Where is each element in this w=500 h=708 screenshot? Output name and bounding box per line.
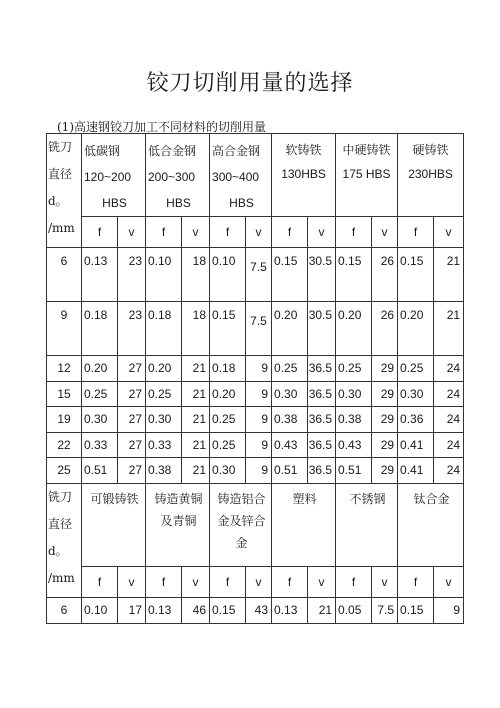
feed-value: 0.20 xyxy=(336,302,372,356)
speed-value: 27 xyxy=(118,381,146,407)
feed-value: 0.51 xyxy=(82,458,118,484)
speed-value: 36.5 xyxy=(308,356,336,382)
speed-value: 21 xyxy=(182,356,210,382)
f-header: f xyxy=(272,217,308,248)
material-name: 塑料 xyxy=(292,491,317,506)
feed-value: 0.13 xyxy=(146,597,182,623)
diameter-header-line: 直径 xyxy=(48,167,73,181)
feed-value: 0.15 xyxy=(210,597,246,623)
v-header: v xyxy=(434,566,464,597)
diameter-cell: 6 xyxy=(47,597,82,623)
feed-value: 0.30 xyxy=(210,458,246,484)
hardness-range: 230HBS xyxy=(408,167,453,181)
speed-value: 9 xyxy=(434,597,464,623)
f-header: f xyxy=(146,217,182,248)
material-name: 低合金钢 xyxy=(148,144,197,158)
speed-value: 36.5 xyxy=(308,381,336,407)
speed-value: 27 xyxy=(118,432,146,458)
v-header: v xyxy=(246,566,272,597)
speed-value: 21 xyxy=(308,597,336,623)
page-title: 铰刀切削用量的选择 xyxy=(146,71,354,96)
material-header xyxy=(336,483,398,566)
material-header-row xyxy=(47,483,464,566)
feed-value: 0.18 xyxy=(210,356,246,382)
diameter-header-line: /mm xyxy=(48,570,75,585)
table-row xyxy=(47,432,464,458)
speed-value: 36.5 xyxy=(308,458,336,484)
v-header: v xyxy=(308,566,336,597)
speed-value: 21 xyxy=(182,381,210,407)
feed-value: 0.51 xyxy=(272,458,308,484)
hardness-range: 200~300 xyxy=(148,170,196,184)
diameter-cell: 19 xyxy=(47,407,82,433)
speed-value: 29 xyxy=(372,356,398,382)
diameter-header-line: 直径 xyxy=(48,516,73,531)
feed-value: 0.30 xyxy=(272,381,308,407)
speed-value: 26 xyxy=(372,248,398,302)
speed-value: 30.5 xyxy=(308,302,336,356)
f-header: f xyxy=(210,566,246,597)
feed-value: 0.15 xyxy=(272,248,308,302)
feed-value: 0.43 xyxy=(336,432,372,458)
diameter-cell: 6 xyxy=(47,248,82,302)
speed-value: 29 xyxy=(372,458,398,484)
speed-value: 9 xyxy=(246,458,272,484)
feed-value: 0.41 xyxy=(398,458,434,484)
diameter-header-line: 铣刀 xyxy=(48,489,73,504)
diameter-header-line: d。 xyxy=(48,194,68,208)
material-header xyxy=(398,134,464,217)
feed-value: 0.15 xyxy=(398,597,434,623)
cutting-parameters-table xyxy=(46,133,464,624)
hardness-range: 120~200 xyxy=(84,170,132,184)
speed-value: 24 xyxy=(434,381,464,407)
v-header: v xyxy=(246,217,272,248)
material-name: 铸造黄铜及青铜 xyxy=(154,491,203,528)
table-caption: (1)高速钢铰刀加工不同材料的切削用量 xyxy=(57,120,266,134)
v-header: v xyxy=(372,217,398,248)
feed-value: 0.30 xyxy=(336,381,372,407)
material-header xyxy=(146,483,210,566)
feed-value: 0.51 xyxy=(336,458,372,484)
speed-value: 9 xyxy=(246,432,272,458)
diameter-cell: 15 xyxy=(47,381,82,407)
material-name: 可锻铸铁 xyxy=(90,491,139,506)
table-row xyxy=(47,381,464,407)
feed-value: 0.15 xyxy=(398,248,434,302)
f-header: f xyxy=(82,217,118,248)
speed-value: 29 xyxy=(372,407,398,433)
f-header: f xyxy=(210,217,246,248)
speed-value: 46 xyxy=(182,597,210,623)
speed-value: 21 xyxy=(182,432,210,458)
material-header xyxy=(146,134,210,217)
feed-value: 0.05 xyxy=(336,597,372,623)
speed-value: 24 xyxy=(434,432,464,458)
material-header xyxy=(82,134,146,217)
speed-value: 9 xyxy=(246,381,272,407)
hardness-unit: HBS xyxy=(229,196,254,210)
feed-value: 0.25 xyxy=(336,356,372,382)
speed-value: 17 xyxy=(118,597,146,623)
feed-value: 0.30 xyxy=(398,381,434,407)
feed-value: 0.15 xyxy=(210,302,246,356)
f-header: f xyxy=(82,566,118,597)
v-header: v xyxy=(182,217,210,248)
feed-value: 0.30 xyxy=(82,407,118,433)
speed-value: 27 xyxy=(118,356,146,382)
diameter-header xyxy=(47,483,82,597)
f-header: f xyxy=(398,566,434,597)
table-row xyxy=(47,407,464,433)
diameter-header-line: d。 xyxy=(48,543,68,558)
feed-value: 0.10 xyxy=(82,597,118,623)
speed-value: 9 xyxy=(246,407,272,433)
speed-value: 21 xyxy=(434,248,464,302)
v-header: v xyxy=(372,566,398,597)
speed-value: 30.5 xyxy=(308,248,336,302)
v-header: v xyxy=(118,217,146,248)
feed-value: 0.15 xyxy=(336,248,372,302)
v-header: v xyxy=(434,217,464,248)
feed-value: 0.20 xyxy=(146,356,182,382)
material-name: 硬铸铁 xyxy=(412,143,449,157)
feed-value: 0.38 xyxy=(272,407,308,433)
fv-header-row xyxy=(47,566,464,597)
feed-value: 0.20 xyxy=(272,302,308,356)
material-header xyxy=(336,134,398,217)
feed-value: 0.41 xyxy=(398,432,434,458)
feed-value: 0.13 xyxy=(272,597,308,623)
fv-header-row xyxy=(47,217,464,248)
material-header xyxy=(210,134,272,217)
speed-value: 29 xyxy=(372,381,398,407)
speed-value: 24 xyxy=(434,356,464,382)
material-header xyxy=(272,134,336,217)
table-row xyxy=(47,248,464,302)
v-header: v xyxy=(118,566,146,597)
hardness-range: 130HBS xyxy=(281,167,326,181)
speed-value: 21 xyxy=(434,302,464,356)
speed-value: 7.5 xyxy=(246,302,272,356)
f-header: f xyxy=(336,217,372,248)
feed-value: 0.38 xyxy=(146,458,182,484)
diameter-header-line: /mm xyxy=(48,221,75,235)
feed-value: 0.25 xyxy=(210,407,246,433)
feed-value: 0.10 xyxy=(146,248,182,302)
f-header: f xyxy=(336,566,372,597)
table-row xyxy=(47,597,464,623)
speed-value: 24 xyxy=(434,407,464,433)
speed-value: 36.5 xyxy=(308,407,336,433)
feed-value: 0.25 xyxy=(146,381,182,407)
table-row xyxy=(47,458,464,484)
f-header: f xyxy=(398,217,434,248)
material-name: 铸造铝合金及锌合金 xyxy=(217,491,266,550)
diameter-cell: 25 xyxy=(47,458,82,484)
speed-value: 21 xyxy=(182,458,210,484)
speed-value: 29 xyxy=(372,432,398,458)
speed-value: 26 xyxy=(372,302,398,356)
feed-value: 0.33 xyxy=(146,432,182,458)
feed-value: 0.25 xyxy=(398,356,434,382)
feed-value: 0.20 xyxy=(398,302,434,356)
material-name: 低碳钢 xyxy=(84,144,121,158)
feed-value: 0.18 xyxy=(146,302,182,356)
feed-value: 0.20 xyxy=(82,356,118,382)
speed-value: 27 xyxy=(118,407,146,433)
diameter-header-line: 铣刀 xyxy=(48,140,73,154)
speed-value: 9 xyxy=(246,356,272,382)
speed-value: 36.5 xyxy=(308,432,336,458)
speed-value: 24 xyxy=(434,458,464,484)
feed-value: 0.25 xyxy=(210,432,246,458)
speed-value: 18 xyxy=(182,248,210,302)
material-name: 软铸铁 xyxy=(285,143,322,157)
feed-value: 0.36 xyxy=(398,407,434,433)
feed-value: 0.25 xyxy=(272,356,308,382)
speed-value: 43 xyxy=(246,597,272,623)
feed-value: 0.33 xyxy=(82,432,118,458)
material-header xyxy=(82,483,146,566)
material-header xyxy=(398,483,464,566)
feed-value: 0.13 xyxy=(82,248,118,302)
hardness-unit: HBS xyxy=(166,196,191,210)
hardness-range: 300~400 xyxy=(212,170,260,184)
diameter-cell: 12 xyxy=(47,356,82,382)
material-header xyxy=(210,483,272,566)
material-header xyxy=(272,483,336,566)
table-row xyxy=(47,356,464,382)
feed-value: 0.10 xyxy=(210,248,246,302)
material-name: 中硬铸铁 xyxy=(342,143,391,157)
speed-value: 7.5 xyxy=(372,597,398,623)
diameter-header xyxy=(47,134,82,248)
material-name: 高合金钢 xyxy=(212,144,261,158)
hardness-range: 175 HBS xyxy=(342,167,391,181)
feed-value: 0.25 xyxy=(82,381,118,407)
hardness-unit: HBS xyxy=(102,196,127,210)
material-name: 不锈钢 xyxy=(349,491,386,506)
speed-value: 7.5 xyxy=(246,248,272,302)
v-header: v xyxy=(308,217,336,248)
f-header: f xyxy=(146,566,182,597)
speed-value: 23 xyxy=(118,248,146,302)
diameter-cell: 9 xyxy=(47,302,82,356)
feed-value: 0.18 xyxy=(82,302,118,356)
v-header: v xyxy=(182,566,210,597)
feed-value: 0.38 xyxy=(336,407,372,433)
speed-value: 21 xyxy=(182,407,210,433)
f-header: f xyxy=(272,566,308,597)
table-row xyxy=(47,302,464,356)
feed-value: 0.20 xyxy=(210,381,246,407)
material-header-row xyxy=(47,134,464,217)
speed-value: 27 xyxy=(118,458,146,484)
material-name: 钛合金 xyxy=(413,491,450,506)
diameter-cell: 22 xyxy=(47,432,82,458)
speed-value: 18 xyxy=(182,302,210,356)
feed-value: 0.30 xyxy=(146,407,182,433)
feed-value: 0.43 xyxy=(272,432,308,458)
speed-value: 23 xyxy=(118,302,146,356)
